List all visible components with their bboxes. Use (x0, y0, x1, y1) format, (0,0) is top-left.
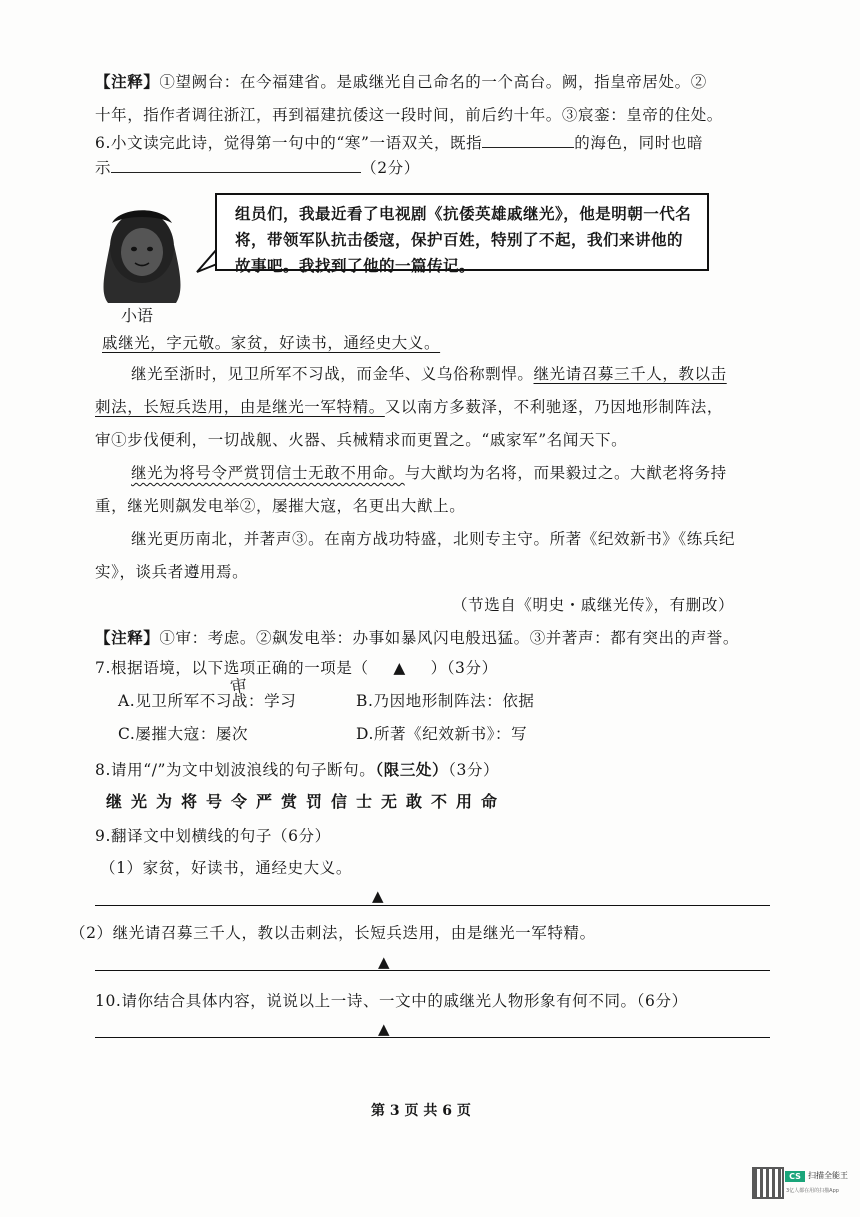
q9-item-2: （2）继光请召募三千人，教以击刺法，长短兵迭用，由是继光一军特精。 (70, 924, 596, 942)
passage-p1 (102, 331, 440, 353)
passage-p2-line-1 (131, 362, 727, 384)
girl-avatar-icon (96, 205, 188, 305)
q6-blank-2[interactable] (111, 158, 361, 173)
q7-option-d[interactable]: D.所著《纪效新书》：写 (356, 725, 528, 743)
q7-stem-b: ）（3分） (430, 659, 498, 677)
q6-blank-1[interactable] (482, 133, 574, 148)
passage-p2b-underlined: 刺法，长短兵迭用，由是继光一军特精。 (95, 398, 385, 416)
passage-p1-text: 戚继光，字元敬。家贫，好读书，通经史大义。 (102, 334, 441, 352)
bubble-line-2: 将，带领军队抗击倭寇，保护百姓，特别了不起，我们来讲他的 (235, 230, 684, 249)
speech-bubble (215, 193, 709, 275)
q8-stem-a: 8.请用“/”为文中划波浪线的句子断句。 (95, 761, 376, 779)
passage-p2b-plain: 又以南方多薮泽，不利驰逐，乃因地形制阵法， (384, 398, 723, 416)
passage-p2a-plain: 继光至浙时，见卫所军不习战，而金华、义乌俗称剽悍。 (131, 365, 534, 383)
scanner-logo: CS (785, 1171, 805, 1182)
question-7 (95, 656, 498, 678)
q10-answer-triangle: ▲ (378, 1020, 390, 1038)
passage-p3-line-2: 重，继光则飙发电举②，屡摧大寇，名更出大猷上。 (95, 497, 466, 515)
scanner-name: 扫描全能王 (808, 1171, 848, 1180)
passage-p3a-wavy: 继光为将号令严赏罚信士无敢不用命。 (131, 464, 405, 482)
q7-option-a[interactable]: A.见卫所军不习战：学习 (118, 692, 297, 710)
page-number: 第 3 页 共 6 页 (371, 1103, 471, 1119)
scanner-tagline: 3亿人都在用的扫描App (786, 1188, 839, 1194)
passage-p2a-underlined: 继光请召募三千人，教以击 (533, 365, 727, 383)
q6-text-a: 6.小文读完此诗，觉得第一句中的“寒”一语双关，既指 (95, 134, 483, 152)
q6-text-c: 示 (95, 159, 112, 177)
q7-option-b[interactable]: B.乃因地形制阵法：依据 (356, 692, 535, 710)
bubble-line-3: 故事吧。我找到了他的一篇传记。 (235, 256, 476, 275)
q8-stem-b: （3分） (448, 761, 500, 779)
q9-answer-triangle-2: ▲ (378, 953, 390, 971)
q9-answer-line-1[interactable] (95, 905, 770, 906)
passage-p2-line-2 (95, 395, 723, 417)
q9-answer-triangle-1: ▲ (372, 887, 384, 905)
poem-note-line-2: 十年，指作者调往浙江，再到福建抗倭这一段时间，前后约十年。③宸銮：皇帝的住处。 (95, 106, 723, 124)
passage-p3a-plain: 与大猷均为名将，而果毅过之。大猷老将务持 (404, 464, 727, 482)
question-6 (95, 131, 703, 153)
passage-note-label: 【注释】 (95, 628, 160, 647)
question-8 (95, 758, 499, 780)
q7-handwritten-mark: 审 (229, 675, 249, 699)
qr-code-icon (752, 1167, 784, 1199)
passage-p4-line-1: 继光更历南北，并著声③。在南方战功特盛，北则专主守。所著《纪效新书》《练兵纪 (131, 530, 736, 548)
q10-answer-line[interactable] (95, 1037, 770, 1038)
q9-item-1: （1）家贫，好读书，通经史大义。 (100, 859, 352, 877)
q7-answer-triangle[interactable]: ▲ (393, 659, 406, 677)
speaker-name: 小语 (121, 306, 154, 325)
question-10: 10.请你结合具体内容，说说以上一诗、一文中的戚继光人物形象有何不同。（6分） (95, 992, 688, 1010)
bubble-line-1: 组员们，我最近看了电视剧《抗倭英雄戚继光》，他是明朝一代名 (235, 204, 692, 223)
q6-text-b: 的海色，同时也暗 (574, 134, 704, 152)
poem-note-line-1 (95, 70, 707, 92)
passage-source: （节选自《明史・戚继光传》，有删改） (452, 596, 735, 614)
passage-note-text: ①审：考虑。②飙发电举：办事如暴风闪电般迅猛。③并著声：都有突出的声誉。 (159, 629, 740, 647)
poem-note-text-1: ①望阙台：在今福建省。是戚继光自己命名的一个高台。阙，指皇帝居处。② (159, 73, 707, 91)
q8-sentence[interactable]: 继光为将号令严赏罚信士无敢不用命 (106, 792, 507, 811)
question-6-line-2 (95, 156, 420, 178)
q7-option-c[interactable]: C.屡摧大寇：屡次 (118, 725, 249, 743)
q6-score: （2分） (361, 159, 420, 177)
q9-answer-line-2[interactable] (95, 970, 770, 971)
question-9: 9.翻译文中划横线的句子（6分） (95, 827, 331, 845)
q8-stem-bold: （限三处） (375, 760, 449, 779)
poem-note-label: 【注释】 (95, 72, 160, 91)
q7-stem-a: 7.根据语境，以下选项正确的一项是（ (95, 659, 369, 677)
passage-note (95, 626, 739, 648)
passage-p4-line-2: 实》，谈兵者遵用焉。 (95, 563, 249, 581)
passage-p3-line-1 (131, 461, 727, 483)
passage-p2-line-3: 审①步伐便利，一切战舰、火器、兵械精求而更置之。“戚家军”名闻天下。 (95, 431, 628, 449)
